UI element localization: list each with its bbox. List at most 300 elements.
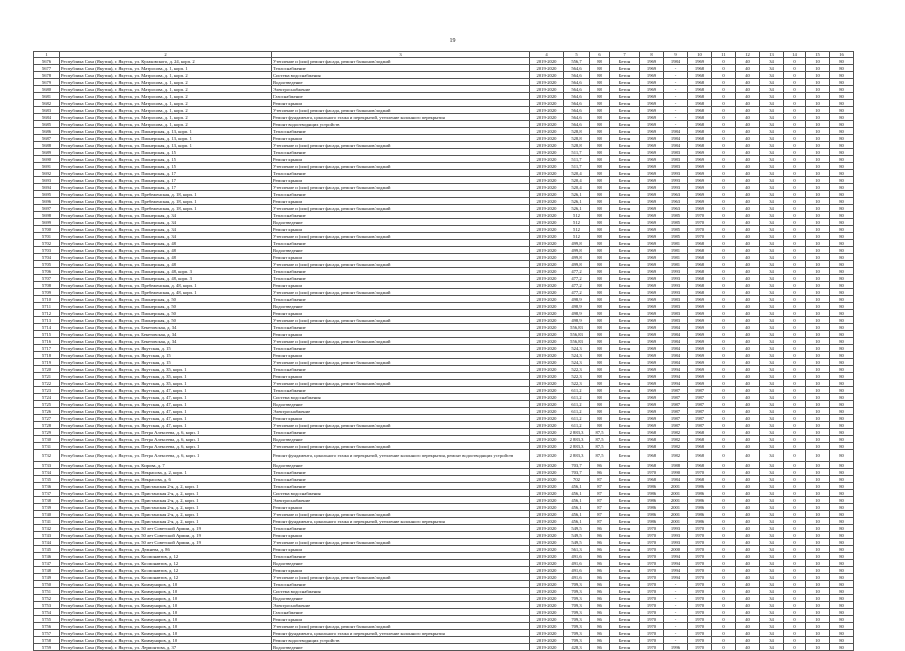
column-number-cell: 12 <box>736 52 760 58</box>
col-16-cell: 80 <box>830 310 854 317</box>
table-row <box>34 226 854 233</box>
col-16-cell: 80 <box>830 219 854 226</box>
col-16-cell: 80 <box>830 394 854 401</box>
row-number-cell: 5735 <box>34 476 60 483</box>
col-11-cell: 0 <box>712 560 736 567</box>
col-14-cell: 0 <box>784 163 806 170</box>
table-row <box>34 609 854 616</box>
col-13-cell: 34 <box>760 560 784 567</box>
col-16-cell: 80 <box>830 268 854 275</box>
col-16-cell: 80 <box>830 170 854 177</box>
col-11-cell: 0 <box>712 616 736 623</box>
area-cell: 564,6 <box>564 72 590 79</box>
period-cell: 2019-2020 <box>530 219 564 226</box>
renovation-year-cell: 1996 <box>664 644 688 651</box>
wall-material-cell: Бетон <box>610 184 640 191</box>
wall-material-cell: Бетон <box>610 588 640 595</box>
work-type-cell: Водоотведение <box>272 401 530 408</box>
col-15-cell: 10 <box>806 142 830 149</box>
col-12-cell: 40 <box>736 275 760 282</box>
wall-material-cell: Бетон <box>610 296 640 303</box>
wall-material-cell: Бетон <box>610 574 640 581</box>
col-15-cell: 10 <box>806 163 830 170</box>
col-16-cell: 80 <box>830 609 854 616</box>
row-number-cell: 5708 <box>34 282 60 289</box>
renovation-year-cell: 1982 <box>664 443 688 450</box>
col-16-cell: 80 <box>830 163 854 170</box>
build-year-cell: 1969 <box>640 184 664 191</box>
renovation-year-cell: 1987 <box>664 415 688 422</box>
col-15-cell: 10 <box>806 408 830 415</box>
row-number-cell: 5721 <box>34 373 60 380</box>
wall-material-cell: Бетон <box>610 511 640 518</box>
address-cell: Республика Саха (Якутия), г. Якутск, ул. Якутская, д. 15 <box>60 359 272 366</box>
col-12-cell: 40 <box>736 198 760 205</box>
col-13-cell: 34 <box>760 366 784 373</box>
row-number-cell: 5701 <box>34 233 60 240</box>
table-row <box>34 567 854 574</box>
col-16-cell: 80 <box>830 497 854 504</box>
col-11-cell: 0 <box>712 401 736 408</box>
col-15-cell: 10 <box>806 72 830 79</box>
area-cell: 564,6 <box>564 121 590 128</box>
col-14-cell: 0 <box>784 296 806 303</box>
col-12-cell: 40 <box>736 476 760 483</box>
wall-material-cell: Бетон <box>610 539 640 546</box>
col-15-cell: 10 <box>806 296 830 303</box>
build-year-cell: 1969 <box>640 142 664 149</box>
col-11-cell: 0 <box>712 609 736 616</box>
wall-material-cell: Бетон <box>610 450 640 462</box>
col-14-cell: 0 <box>784 338 806 345</box>
col-13-cell: 34 <box>760 254 784 261</box>
build-year-cell: 1969 <box>640 415 664 422</box>
renovation-year-cell: 1993 <box>664 525 688 532</box>
col-11-cell: 0 <box>712 289 736 296</box>
address-cell: Республика Саха (Якутия), г. Якутск, ул. Пионерская, д. 50 <box>60 310 272 317</box>
address-cell: Республика Саха (Якутия), г. Якутск, ул. Пионерская, д. 15 <box>60 149 272 156</box>
col-15-cell: 10 <box>806 338 830 345</box>
row-number-cell: 5678 <box>34 72 60 79</box>
col-11-cell: 0 <box>712 450 736 462</box>
col-12-cell: 40 <box>736 462 760 469</box>
col-11-cell: 0 <box>712 268 736 275</box>
col-14-cell: 0 <box>784 156 806 163</box>
table-row <box>34 429 854 436</box>
work-type-cell: Теплоснабжение <box>272 324 530 331</box>
col-12-cell: 40 <box>736 142 760 149</box>
area-cell: 709,3 <box>564 588 590 595</box>
address-cell: Республика Саха (Якутия), г. Якутск, ул. Пионерская, д. 34 <box>60 219 272 226</box>
address-cell: Республика Саха (Якутия), г. Якутск, ул. Космонавтов, д. 12 <box>60 560 272 567</box>
build-year-cell: 1970 <box>640 630 664 637</box>
period-cell: 2019-2020 <box>530 58 564 65</box>
col-16-cell: 80 <box>830 72 854 79</box>
col-11-cell: 0 <box>712 191 736 198</box>
col-15-cell: 10 <box>806 497 830 504</box>
col-13-cell: 34 <box>760 156 784 163</box>
row-number-cell: 5691 <box>34 163 60 170</box>
renovation-year-cell: 2001 <box>664 511 688 518</box>
commission-year-cell: 1970 <box>688 581 712 588</box>
renovation-year-cell: - <box>664 93 688 100</box>
col-13-cell: 34 <box>760 310 784 317</box>
wear-cell: 86 <box>590 560 610 567</box>
row-number-cell: 5716 <box>34 338 60 345</box>
col-14-cell: 0 <box>784 191 806 198</box>
table-row <box>34 135 854 142</box>
table-row <box>34 366 854 373</box>
wear-cell: 88 <box>590 212 610 219</box>
wall-material-cell: Бетон <box>610 497 640 504</box>
col-11-cell: 0 <box>712 303 736 310</box>
col-11-cell: 0 <box>712 574 736 581</box>
wear-cell: 86 <box>590 609 610 616</box>
col-16-cell: 80 <box>830 595 854 602</box>
work-type-cell: Ремонт крыши <box>272 177 530 184</box>
col-12-cell: 40 <box>736 86 760 93</box>
col-13-cell: 34 <box>760 387 784 394</box>
col-12-cell: 40 <box>736 380 760 387</box>
col-16-cell: 80 <box>830 630 854 637</box>
col-14-cell: 0 <box>784 114 806 121</box>
col-15-cell: 10 <box>806 539 830 546</box>
renovation-year-cell: 1982 <box>664 450 688 462</box>
address-cell: Республика Саха (Якутия), г. Якутск, ул. Матросова, д. 1, корп. 2 <box>60 93 272 100</box>
period-cell: 2019-2020 <box>530 539 564 546</box>
build-year-cell: 1969 <box>640 219 664 226</box>
row-number-cell: 5699 <box>34 219 60 226</box>
table-row <box>34 504 854 511</box>
col-12-cell: 40 <box>736 387 760 394</box>
renovation-year-cell: 1981 <box>664 240 688 247</box>
col-13-cell: 34 <box>760 198 784 205</box>
row-number-cell: 5733 <box>34 462 60 469</box>
work-type-cell: Ремонт крыши <box>272 504 530 511</box>
wear-cell: 88 <box>590 331 610 338</box>
col-11-cell: 0 <box>712 107 736 114</box>
col-12-cell: 40 <box>736 422 760 429</box>
col-15-cell: 10 <box>806 121 830 128</box>
wear-cell: 88 <box>590 170 610 177</box>
col-15-cell: 10 <box>806 609 830 616</box>
col-15-cell: 10 <box>806 553 830 560</box>
col-11-cell: 0 <box>712 532 736 539</box>
col-15-cell: 10 <box>806 525 830 532</box>
renovation-year-cell: 1990 <box>664 469 688 476</box>
wear-cell: 86 <box>590 469 610 476</box>
row-number-cell: 5750 <box>34 581 60 588</box>
col-11-cell: 0 <box>712 553 736 560</box>
renovation-year-cell: 1984 <box>664 476 688 483</box>
col-15-cell: 10 <box>806 352 830 359</box>
row-number-cell: 5714 <box>34 324 60 331</box>
col-11-cell: 0 <box>712 58 736 65</box>
col-14-cell: 0 <box>784 422 806 429</box>
wall-material-cell: Бетон <box>610 422 640 429</box>
work-type-cell: Водоотведение <box>272 79 530 86</box>
wall-material-cell: Бетон <box>610 254 640 261</box>
row-number-cell: 5743 <box>34 532 60 539</box>
col-16-cell: 80 <box>830 149 854 156</box>
wear-cell: 86 <box>590 574 610 581</box>
column-number-cell: 7 <box>610 52 640 58</box>
period-cell: 2019-2020 <box>530 100 564 107</box>
wall-material-cell: Бетон <box>610 142 640 149</box>
work-type-cell: Водоотведение <box>272 462 530 469</box>
col-13-cell: 34 <box>760 58 784 65</box>
table-row <box>34 345 854 352</box>
period-cell: 2019-2020 <box>530 310 564 317</box>
address-cell: Республика Саха (Якутия), г. Якутск, ул. Якутская, д. 35, корп. 1 <box>60 380 272 387</box>
col-13-cell: 34 <box>760 177 784 184</box>
col-16-cell: 80 <box>830 198 854 205</box>
wear-cell: 88 <box>590 72 610 79</box>
col-14-cell: 0 <box>784 623 806 630</box>
col-14-cell: 0 <box>784 247 806 254</box>
wall-material-cell: Бетон <box>610 128 640 135</box>
col-16-cell: 80 <box>830 588 854 595</box>
wear-cell: 88 <box>590 114 610 121</box>
work-type-cell: Ремонт водоотводящих устройств <box>272 121 530 128</box>
wall-material-cell: Бетон <box>610 623 640 630</box>
col-12-cell: 40 <box>736 135 760 142</box>
col-14-cell: 0 <box>784 65 806 72</box>
col-15-cell: 10 <box>806 483 830 490</box>
col-12-cell: 40 <box>736 247 760 254</box>
renovation-year-cell: 1985 <box>664 219 688 226</box>
table-row <box>34 65 854 72</box>
area-cell: 498,9 <box>564 310 590 317</box>
work-type-cell: Ремонт крыши <box>272 226 530 233</box>
wear-cell: 86 <box>590 623 610 630</box>
area-cell: 709,3 <box>564 623 590 630</box>
build-year-cell: 1969 <box>640 275 664 282</box>
wall-material-cell: Бетон <box>610 525 640 532</box>
address-cell: Республика Саха (Якутия), г. Якутск, ул. Петра Алексеева, д. 6, корп. 1 <box>60 443 272 450</box>
col-13-cell: 34 <box>760 324 784 331</box>
address-cell: Республика Саха (Якутия), г. Якутск, ул. Матросова, д. 1, корп. 2 <box>60 114 272 121</box>
area-cell: 611,2 <box>564 387 590 394</box>
col-12-cell: 40 <box>736 637 760 644</box>
col-16-cell: 80 <box>830 532 854 539</box>
period-cell: 2019-2020 <box>530 574 564 581</box>
col-13-cell: 34 <box>760 408 784 415</box>
wall-material-cell: Бетон <box>610 366 640 373</box>
col-12-cell: 40 <box>736 156 760 163</box>
build-year-cell: 1969 <box>640 317 664 324</box>
renovation-year-cell: 1994 <box>664 574 688 581</box>
col-11-cell: 0 <box>712 93 736 100</box>
period-cell: 2019-2020 <box>530 581 564 588</box>
period-cell: 2019-2020 <box>530 429 564 436</box>
col-16-cell: 80 <box>830 296 854 303</box>
col-15-cell: 10 <box>806 595 830 602</box>
commission-year-cell: 1969 <box>688 58 712 65</box>
col-16-cell: 80 <box>830 324 854 331</box>
address-cell: Республика Саха (Якутия), г. Якутск, ул. Космонавтов, д. 12 <box>60 567 272 574</box>
col-15-cell: 10 <box>806 581 830 588</box>
wear-cell: 88 <box>590 422 610 429</box>
col-13-cell: 34 <box>760 497 784 504</box>
column-number-cell: 3 <box>272 52 530 58</box>
table-row <box>34 450 854 462</box>
col-14-cell: 0 <box>784 415 806 422</box>
table-row <box>34 644 854 651</box>
build-year-cell: 1969 <box>640 345 664 352</box>
period-cell: 2019-2020 <box>530 359 564 366</box>
work-type-cell: Ремонт крыши <box>272 532 530 539</box>
col-14-cell: 0 <box>784 282 806 289</box>
col-15-cell: 10 <box>806 588 830 595</box>
renovation-year-cell: - <box>664 72 688 79</box>
col-15-cell: 10 <box>806 373 830 380</box>
address-cell: Республика Саха (Якутия), г. Якутск, ул. Пионерская, д. 48, корп. 3 <box>60 268 272 275</box>
area-cell: 611,2 <box>564 422 590 429</box>
row-number-cell: 5700 <box>34 226 60 233</box>
wear-cell: 86 <box>590 644 610 651</box>
build-year-cell: 1969 <box>640 86 664 93</box>
work-type-cell: Ремонт водоотводящих устройств <box>272 637 530 644</box>
col-11-cell: 0 <box>712 65 736 72</box>
col-11-cell: 0 <box>712 476 736 483</box>
wall-material-cell: Бетон <box>610 443 640 450</box>
table-row <box>34 247 854 254</box>
col-11-cell: 0 <box>712 324 736 331</box>
address-cell: Республика Саха (Якутия), г. Якутск, ул. Пионерская, д. 50 <box>60 303 272 310</box>
wear-cell: 86 <box>590 525 610 532</box>
col-13-cell: 34 <box>760 553 784 560</box>
col-14-cell: 0 <box>784 289 806 296</box>
col-13-cell: 34 <box>760 79 784 86</box>
col-14-cell: 0 <box>784 546 806 553</box>
col-13-cell: 34 <box>760 282 784 289</box>
address-cell: Республика Саха (Якутия), г. Якутск, ул. Якутская, д. 15 <box>60 345 272 352</box>
col-15-cell: 10 <box>806 567 830 574</box>
col-13-cell: 34 <box>760 331 784 338</box>
address-cell: Республика Саха (Якутия), г. Якутск, ул. Космонавтов, д. 12 <box>60 574 272 581</box>
period-cell: 2019-2020 <box>530 289 564 296</box>
renovation-year-cell: 2001 <box>664 504 688 511</box>
col-14-cell: 0 <box>784 469 806 476</box>
period-cell: 2019-2020 <box>530 79 564 86</box>
col-16-cell: 80 <box>830 623 854 630</box>
col-16-cell: 80 <box>830 525 854 532</box>
commission-year-cell: 1968 <box>688 282 712 289</box>
address-cell: Республика Саха (Якутия), г. Якутск, ул. Бекетовская, д. 34 <box>60 331 272 338</box>
col-15-cell: 10 <box>806 518 830 525</box>
renovation-year-cell: 1983 <box>664 163 688 170</box>
col-11-cell: 0 <box>712 331 736 338</box>
commission-year-cell: 1968 <box>688 436 712 443</box>
column-number-cell: 1 <box>34 52 60 58</box>
wear-cell: 88 <box>590 198 610 205</box>
col-13-cell: 34 <box>760 380 784 387</box>
column-number-cell: 6 <box>590 52 610 58</box>
wall-material-cell: Бетон <box>610 289 640 296</box>
work-type-cell: Теплоснабжение <box>272 191 530 198</box>
col-11-cell: 0 <box>712 296 736 303</box>
col-13-cell: 34 <box>760 567 784 574</box>
col-12-cell: 40 <box>736 574 760 581</box>
build-year-cell: 1968 <box>640 443 664 450</box>
row-number-cell: 5717 <box>34 345 60 352</box>
work-type-cell: Теплоснабжение <box>272 476 530 483</box>
col-14-cell: 0 <box>784 630 806 637</box>
col-11-cell: 0 <box>712 602 736 609</box>
table-row <box>34 177 854 184</box>
address-cell: Республика Саха (Якутия), г. Якутск, ул. Якутская, д. 15 <box>60 352 272 359</box>
period-cell: 2019-2020 <box>530 401 564 408</box>
col-13-cell: 34 <box>760 212 784 219</box>
renovation-year-cell: 1984 <box>664 135 688 142</box>
work-type-cell: Ремонт крыши <box>272 616 530 623</box>
col-16-cell: 80 <box>830 275 854 282</box>
build-year-cell: 1968 <box>640 462 664 469</box>
period-cell: 2019-2020 <box>530 142 564 149</box>
col-16-cell: 80 <box>830 504 854 511</box>
col-11-cell: 0 <box>712 595 736 602</box>
wall-material-cell: Бетон <box>610 504 640 511</box>
row-number-cell: 5697 <box>34 205 60 212</box>
work-type-cell: Теплоснабжение <box>272 525 530 532</box>
commission-year-cell: 1970 <box>688 595 712 602</box>
col-11-cell: 0 <box>712 546 736 553</box>
wall-material-cell: Бетон <box>610 247 640 254</box>
col-13-cell: 34 <box>760 233 784 240</box>
wear-cell: 88 <box>590 58 610 65</box>
col-12-cell: 40 <box>736 567 760 574</box>
build-year-cell: 1969 <box>640 310 664 317</box>
col-11-cell: 0 <box>712 462 736 469</box>
area-cell: 456,1 <box>564 497 590 504</box>
commission-year-cell: 1969 <box>688 317 712 324</box>
address-cell: Республика Саха (Якутия), г. Якутск, ул. Матросова, д. 1, корп. 2 <box>60 121 272 128</box>
col-15-cell: 10 <box>806 135 830 142</box>
period-cell: 2019-2020 <box>530 415 564 422</box>
area-cell: 522,3 <box>564 380 590 387</box>
row-number-cell: 5712 <box>34 310 60 317</box>
row-number-cell: 5707 <box>34 275 60 282</box>
col-14-cell: 0 <box>784 317 806 324</box>
table-row <box>34 128 854 135</box>
col-12-cell: 40 <box>736 609 760 616</box>
table-row <box>34 462 854 469</box>
col-12-cell: 40 <box>736 296 760 303</box>
renovation-year-cell: - <box>664 609 688 616</box>
col-16-cell: 80 <box>830 338 854 345</box>
col-13-cell: 34 <box>760 476 784 483</box>
area-cell: 499,8 <box>564 261 590 268</box>
commission-year-cell: 1970 <box>688 469 712 476</box>
wear-cell: 86 <box>590 553 610 560</box>
col-14-cell: 0 <box>784 476 806 483</box>
work-type-cell: Теплоснабжение <box>272 387 530 394</box>
area-cell: 491,6 <box>564 553 590 560</box>
renovation-year-cell: - <box>664 100 688 107</box>
renovation-year-cell: 1985 <box>664 233 688 240</box>
commission-year-cell: 1970 <box>688 226 712 233</box>
address-cell: Республика Саха (Якутия), г. Якутск, ул. Пребеженская, д. 18, корп. 1 <box>60 191 272 198</box>
col-14-cell: 0 <box>784 352 806 359</box>
col-11-cell: 0 <box>712 443 736 450</box>
wall-material-cell: Бетон <box>610 359 640 366</box>
wear-cell: 86 <box>590 595 610 602</box>
wall-material-cell: Бетон <box>610 135 640 142</box>
col-13-cell: 34 <box>760 107 784 114</box>
commission-year-cell: 1969 <box>688 184 712 191</box>
col-14-cell: 0 <box>784 226 806 233</box>
